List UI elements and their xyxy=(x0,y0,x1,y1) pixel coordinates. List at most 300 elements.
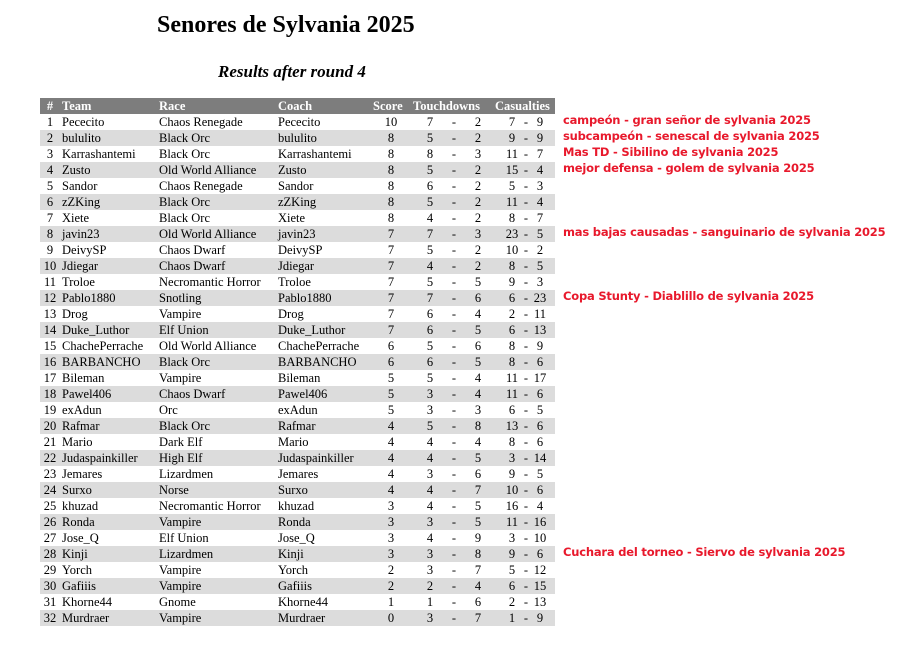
cell-team: Jose_Q xyxy=(62,531,99,545)
cell-team: Troloe xyxy=(62,275,95,289)
td-separator: - xyxy=(451,291,457,305)
cas-for: 1 xyxy=(508,611,516,625)
td-for: 5 xyxy=(426,163,434,177)
td-against: 2 xyxy=(474,243,482,257)
cell-team: Surxo xyxy=(60,482,157,498)
cell-rank: 20 xyxy=(40,418,60,434)
cell-coach: Mario xyxy=(278,435,309,449)
cas-for: 9 xyxy=(508,131,516,145)
cell-touchdowns xyxy=(411,482,493,498)
cas-separator: - xyxy=(523,147,529,161)
cas-against: 14 xyxy=(533,451,547,465)
cas-separator: - xyxy=(523,467,529,481)
td-separator: - xyxy=(451,115,457,129)
cell-casualties xyxy=(493,418,555,434)
cas-for: 9 xyxy=(508,467,516,481)
cell-score: 8 xyxy=(371,162,411,178)
cas-against: 7 xyxy=(536,147,544,161)
td-separator: - xyxy=(451,339,457,353)
cell-score: 3 xyxy=(387,499,395,513)
cas-for: 2 xyxy=(508,595,516,609)
td-for: 3 xyxy=(426,547,434,561)
td-against: 6 xyxy=(474,467,482,481)
cas-separator: - xyxy=(523,115,529,129)
cas-separator: - xyxy=(523,451,529,465)
cell-rank: 28 xyxy=(40,546,60,562)
cell-race: Black Orc xyxy=(157,130,276,146)
td-separator: - xyxy=(451,371,457,385)
cell-team: Jdiegar xyxy=(60,258,157,274)
table-row xyxy=(40,370,555,386)
td-for: 3 xyxy=(426,563,434,577)
cell-team: Ronda xyxy=(60,514,157,530)
cell-coach: Jemares xyxy=(278,467,319,481)
cell-touchdowns xyxy=(411,546,493,562)
cell-race: Norse xyxy=(157,482,276,498)
td-against: 5 xyxy=(474,499,482,513)
cell-casualties xyxy=(493,322,555,338)
td-against: 6 xyxy=(474,339,482,353)
cas-for: 11 xyxy=(505,371,519,385)
cell-race: Black Orc xyxy=(157,194,276,210)
td-for: 4 xyxy=(426,211,434,225)
cell-coach: ChachePerrache xyxy=(278,339,360,353)
cell-race: Vampire xyxy=(157,610,276,626)
td-against: 6 xyxy=(474,291,482,305)
td-against: 2 xyxy=(474,179,482,193)
cell-race: Gnome xyxy=(159,595,196,609)
td-for: 1 xyxy=(426,595,434,609)
td-for: 5 xyxy=(426,339,434,353)
td-for: 3 xyxy=(426,611,434,625)
cell-coach: exAdun xyxy=(278,403,318,417)
cell-race: Chaos Renegade xyxy=(159,115,243,129)
cell-race: Chaos Renegade xyxy=(159,179,243,193)
cas-against: 7 xyxy=(536,211,544,225)
cell-casualties xyxy=(493,450,555,466)
cell-rank: 23 xyxy=(43,467,57,481)
td-separator: - xyxy=(451,179,457,193)
cell-team: Duke_Luthor xyxy=(60,322,157,338)
cas-separator: - xyxy=(523,291,529,305)
cas-for: 5 xyxy=(508,563,516,577)
cell-race: Snotling xyxy=(157,290,276,306)
td-against: 4 xyxy=(474,371,482,385)
cell-touchdowns xyxy=(411,498,493,514)
cell-rank: 18 xyxy=(40,386,60,402)
td-for: 4 xyxy=(426,259,434,273)
award-label: Copa Stunty - Diablillo de sylvania 2025 xyxy=(563,289,814,303)
td-against: 3 xyxy=(474,147,482,161)
cell-casualties xyxy=(493,306,555,322)
cell-coach: Pawel406 xyxy=(276,386,371,402)
cell-coach: khuzad xyxy=(278,499,315,513)
cell-score: 7 xyxy=(371,226,411,242)
td-separator: - xyxy=(451,131,457,145)
table-row xyxy=(40,546,555,562)
cas-against: 4 xyxy=(536,499,544,513)
cell-score: 7 xyxy=(371,290,411,306)
cell-team: zZKing xyxy=(60,194,157,210)
cas-for: 16 xyxy=(505,499,519,513)
cell-rank: 22 xyxy=(40,450,60,466)
cell-touchdowns xyxy=(411,386,493,402)
cell-touchdowns xyxy=(411,594,493,610)
cell-team: Judaspainkiller xyxy=(60,450,157,466)
cell-rank: 13 xyxy=(43,307,57,321)
td-separator: - xyxy=(451,531,457,545)
cell-rank: 2 xyxy=(40,130,60,146)
cell-casualties xyxy=(493,546,555,562)
cas-against: 4 xyxy=(536,195,544,209)
td-separator: - xyxy=(451,147,457,161)
table-row xyxy=(40,498,555,514)
cell-touchdowns xyxy=(411,450,493,466)
cell-rank: 6 xyxy=(40,194,60,210)
cell-rank: 21 xyxy=(43,435,57,449)
cell-team: exAdun xyxy=(62,403,102,417)
cell-touchdowns xyxy=(411,370,493,386)
cell-score: 6 xyxy=(387,339,395,353)
td-for: 7 xyxy=(426,291,434,305)
table-row xyxy=(40,338,555,354)
td-separator: - xyxy=(451,163,457,177)
table-row xyxy=(40,610,555,626)
td-for: 3 xyxy=(426,387,434,401)
header-touchdowns: Touchdowns xyxy=(411,98,493,114)
cell-touchdowns xyxy=(411,514,493,530)
cas-for: 8 xyxy=(508,435,516,449)
cell-rank: 27 xyxy=(43,531,57,545)
cell-rank: 8 xyxy=(40,226,60,242)
td-separator: - xyxy=(451,547,457,561)
cell-score: 5 xyxy=(371,386,411,402)
header-race: Race xyxy=(157,98,276,114)
cell-casualties xyxy=(493,226,555,242)
cas-against: 6 xyxy=(536,419,544,433)
cell-casualties xyxy=(493,274,555,290)
cell-coach: Pablo1880 xyxy=(276,290,371,306)
cell-score: 7 xyxy=(387,307,395,321)
td-separator: - xyxy=(451,243,457,257)
table-row xyxy=(40,354,555,370)
cell-coach: Surxo xyxy=(276,482,371,498)
td-separator: - xyxy=(451,499,457,513)
td-against: 4 xyxy=(474,387,482,401)
cell-team: Rafmar xyxy=(60,418,157,434)
cell-casualties xyxy=(493,402,555,418)
td-against: 5 xyxy=(474,355,482,369)
cas-separator: - xyxy=(523,259,529,273)
cell-team: Zusto xyxy=(60,162,157,178)
cell-team: Pececito xyxy=(62,115,105,129)
cell-casualties xyxy=(493,178,555,194)
cell-coach: Khorne44 xyxy=(278,595,328,609)
cas-against: 9 xyxy=(536,339,544,353)
cell-score: 0 xyxy=(371,610,411,626)
cell-coach: Kinji xyxy=(276,546,371,562)
td-against: 7 xyxy=(474,483,482,497)
table-row xyxy=(40,162,555,178)
cell-coach: Sandor xyxy=(278,179,314,193)
cas-for: 8 xyxy=(508,355,516,369)
cell-race: Lizardmen xyxy=(157,546,276,562)
cas-separator: - xyxy=(523,515,529,529)
cas-against: 6 xyxy=(536,387,544,401)
cas-separator: - xyxy=(523,595,529,609)
td-separator: - xyxy=(451,563,457,577)
cell-rank: 16 xyxy=(40,354,60,370)
td-against: 5 xyxy=(474,323,482,337)
cell-rank: 26 xyxy=(40,514,60,530)
td-for: 7 xyxy=(426,227,434,241)
td-against: 3 xyxy=(474,227,482,241)
page-title: Senores de Sylvania 2025 xyxy=(157,12,415,38)
table-row xyxy=(40,210,555,226)
td-against: 4 xyxy=(474,307,482,321)
cas-for: 9 xyxy=(508,547,516,561)
cell-rank: 12 xyxy=(40,290,60,306)
table-row xyxy=(40,258,555,274)
cell-rank: 7 xyxy=(46,211,54,225)
cell-rank: 14 xyxy=(40,322,60,338)
cas-separator: - xyxy=(523,435,529,449)
cell-touchdowns xyxy=(411,274,493,290)
cell-rank: 19 xyxy=(43,403,57,417)
cell-touchdowns xyxy=(411,210,493,226)
cell-score: 4 xyxy=(371,418,411,434)
td-against: 2 xyxy=(474,163,482,177)
cas-for: 6 xyxy=(508,403,516,417)
table-row xyxy=(40,562,555,578)
cell-coach: Jose_Q xyxy=(278,531,315,545)
td-against: 2 xyxy=(474,211,482,225)
cell-coach: Bileman xyxy=(278,371,321,385)
table-row xyxy=(40,402,555,418)
cell-touchdowns xyxy=(411,530,493,546)
cas-against: 5 xyxy=(536,227,544,241)
cell-score: 1 xyxy=(387,595,395,609)
cas-against: 3 xyxy=(536,275,544,289)
results-table xyxy=(40,98,555,626)
cas-against: 5 xyxy=(536,403,544,417)
cas-for: 6 xyxy=(508,291,516,305)
cell-casualties xyxy=(493,466,555,482)
cell-team: Khorne44 xyxy=(62,595,112,609)
cell-score: 4 xyxy=(387,435,395,449)
cell-rank: 11 xyxy=(43,275,57,289)
table-row xyxy=(40,594,555,610)
table-row xyxy=(40,466,555,482)
cell-touchdowns xyxy=(411,114,493,130)
table-row xyxy=(40,274,555,290)
cell-coach: zZKing xyxy=(276,194,371,210)
cas-for: 2 xyxy=(508,307,516,321)
cas-for: 6 xyxy=(508,323,516,337)
td-against: 4 xyxy=(474,579,482,593)
cas-for: 7 xyxy=(508,115,516,129)
cell-touchdowns xyxy=(411,610,493,626)
cell-touchdowns xyxy=(411,466,493,482)
td-separator: - xyxy=(451,611,457,625)
cell-coach: Drog xyxy=(278,307,304,321)
table-row xyxy=(40,178,555,194)
table-header-row xyxy=(40,98,555,114)
cas-against: 12 xyxy=(533,563,547,577)
cell-score: 2 xyxy=(387,563,395,577)
cell-race: Black Orc xyxy=(159,147,211,161)
table-row xyxy=(40,242,555,258)
cas-for: 10 xyxy=(505,483,519,497)
td-separator: - xyxy=(451,227,457,241)
cas-for: 11 xyxy=(505,387,519,401)
cas-separator: - xyxy=(523,419,529,433)
cell-team: bululito xyxy=(60,130,157,146)
cell-touchdowns xyxy=(411,130,493,146)
cell-score: 10 xyxy=(384,115,398,129)
cell-score: 8 xyxy=(387,211,395,225)
cas-against: 6 xyxy=(536,435,544,449)
cell-coach: Jdiegar xyxy=(276,258,371,274)
cell-coach: javin23 xyxy=(276,226,371,242)
cell-coach: Pececito xyxy=(278,115,321,129)
cell-team: Xiete xyxy=(62,211,90,225)
cas-against: 9 xyxy=(536,131,544,145)
cas-against: 5 xyxy=(536,467,544,481)
td-against: 8 xyxy=(474,419,482,433)
cas-for: 13 xyxy=(505,419,519,433)
td-against: 4 xyxy=(474,435,482,449)
cell-coach: Judaspainkiller xyxy=(276,450,371,466)
cas-for: 11 xyxy=(505,147,519,161)
award-label: Cuchara del torneo - Siervo de sylvania 2025 xyxy=(563,545,846,559)
cell-casualties xyxy=(493,610,555,626)
cell-casualties xyxy=(493,114,555,130)
cas-against: 6 xyxy=(536,547,544,561)
cell-touchdowns xyxy=(411,258,493,274)
td-separator: - xyxy=(451,595,457,609)
td-for: 4 xyxy=(426,499,434,513)
table-row xyxy=(40,386,555,402)
award-label: Mas TD - Sibilino de sylvania 2025 xyxy=(563,145,779,159)
cell-casualties xyxy=(493,290,555,306)
cell-race: Old World Alliance xyxy=(157,162,276,178)
cell-score: 5 xyxy=(387,403,395,417)
cas-for: 8 xyxy=(508,211,516,225)
cell-rank: 1 xyxy=(46,115,54,129)
cell-team: Kinji xyxy=(60,546,157,562)
cell-team: BARBANCHO xyxy=(60,354,157,370)
cas-against: 16 xyxy=(533,515,547,529)
cell-rank: 25 xyxy=(43,499,57,513)
table-row xyxy=(40,450,555,466)
table-row xyxy=(40,146,555,162)
table-row xyxy=(40,322,555,338)
header-num: # xyxy=(40,98,60,114)
cas-for: 9 xyxy=(508,275,516,289)
cell-casualties xyxy=(493,162,555,178)
cell-race: High Elf xyxy=(157,450,276,466)
cell-touchdowns xyxy=(411,290,493,306)
cell-casualties xyxy=(493,194,555,210)
cell-casualties xyxy=(493,386,555,402)
cas-separator: - xyxy=(523,371,529,385)
cell-team: Mario xyxy=(62,435,93,449)
td-for: 5 xyxy=(426,419,434,433)
table-row xyxy=(40,482,555,498)
td-for: 3 xyxy=(426,403,434,417)
cell-race: Chaos Dwarf xyxy=(157,258,276,274)
td-separator: - xyxy=(451,211,457,225)
cas-separator: - xyxy=(523,483,529,497)
cell-touchdowns xyxy=(411,162,493,178)
cell-team: ChachePerrache xyxy=(62,339,144,353)
cell-team: Pablo1880 xyxy=(60,290,157,306)
cell-casualties xyxy=(493,514,555,530)
td-against: 6 xyxy=(474,595,482,609)
td-separator: - xyxy=(451,307,457,321)
cell-score: 3 xyxy=(387,531,395,545)
td-against: 7 xyxy=(474,563,482,577)
cell-team: Jemares xyxy=(62,467,103,481)
cell-rank: 5 xyxy=(46,179,54,193)
td-against: 2 xyxy=(474,115,482,129)
table-row xyxy=(40,114,555,130)
td-against: 5 xyxy=(474,515,482,529)
cell-touchdowns xyxy=(411,322,493,338)
cell-casualties xyxy=(493,562,555,578)
cas-against: 9 xyxy=(536,611,544,625)
cell-casualties xyxy=(493,242,555,258)
cell-score: 7 xyxy=(371,258,411,274)
cell-touchdowns xyxy=(411,226,493,242)
cell-race: Vampire xyxy=(159,371,202,385)
table-row xyxy=(40,418,555,434)
cas-separator: - xyxy=(523,563,529,577)
td-for: 4 xyxy=(426,435,434,449)
cas-separator: - xyxy=(523,195,529,209)
cell-touchdowns xyxy=(411,242,493,258)
cell-casualties xyxy=(493,338,555,354)
cell-rank: 31 xyxy=(43,595,57,609)
cell-touchdowns xyxy=(411,338,493,354)
header-casualties: Casualties xyxy=(493,98,555,114)
cell-coach: Duke_Luthor xyxy=(276,322,371,338)
cell-race: Necromantic Horror xyxy=(159,275,261,289)
cas-separator: - xyxy=(523,403,529,417)
cell-team: khuzad xyxy=(62,499,99,513)
cell-team: Yorch xyxy=(62,563,92,577)
td-separator: - xyxy=(451,467,457,481)
cell-race: Vampire xyxy=(157,578,276,594)
cell-coach: DeivySP xyxy=(278,243,323,257)
cell-coach: Rafmar xyxy=(276,418,371,434)
cell-race: Orc xyxy=(159,403,178,417)
cell-casualties xyxy=(493,370,555,386)
cas-separator: - xyxy=(523,499,529,513)
cell-casualties xyxy=(493,482,555,498)
cas-for: 15 xyxy=(505,163,519,177)
cell-touchdowns xyxy=(411,578,493,594)
cas-separator: - xyxy=(523,131,529,145)
cell-rank: 4 xyxy=(40,162,60,178)
td-for: 6 xyxy=(426,355,434,369)
cas-against: 13 xyxy=(533,595,547,609)
table-row xyxy=(40,530,555,546)
td-for: 6 xyxy=(426,179,434,193)
cell-rank: 30 xyxy=(40,578,60,594)
cas-for: 8 xyxy=(508,259,516,273)
